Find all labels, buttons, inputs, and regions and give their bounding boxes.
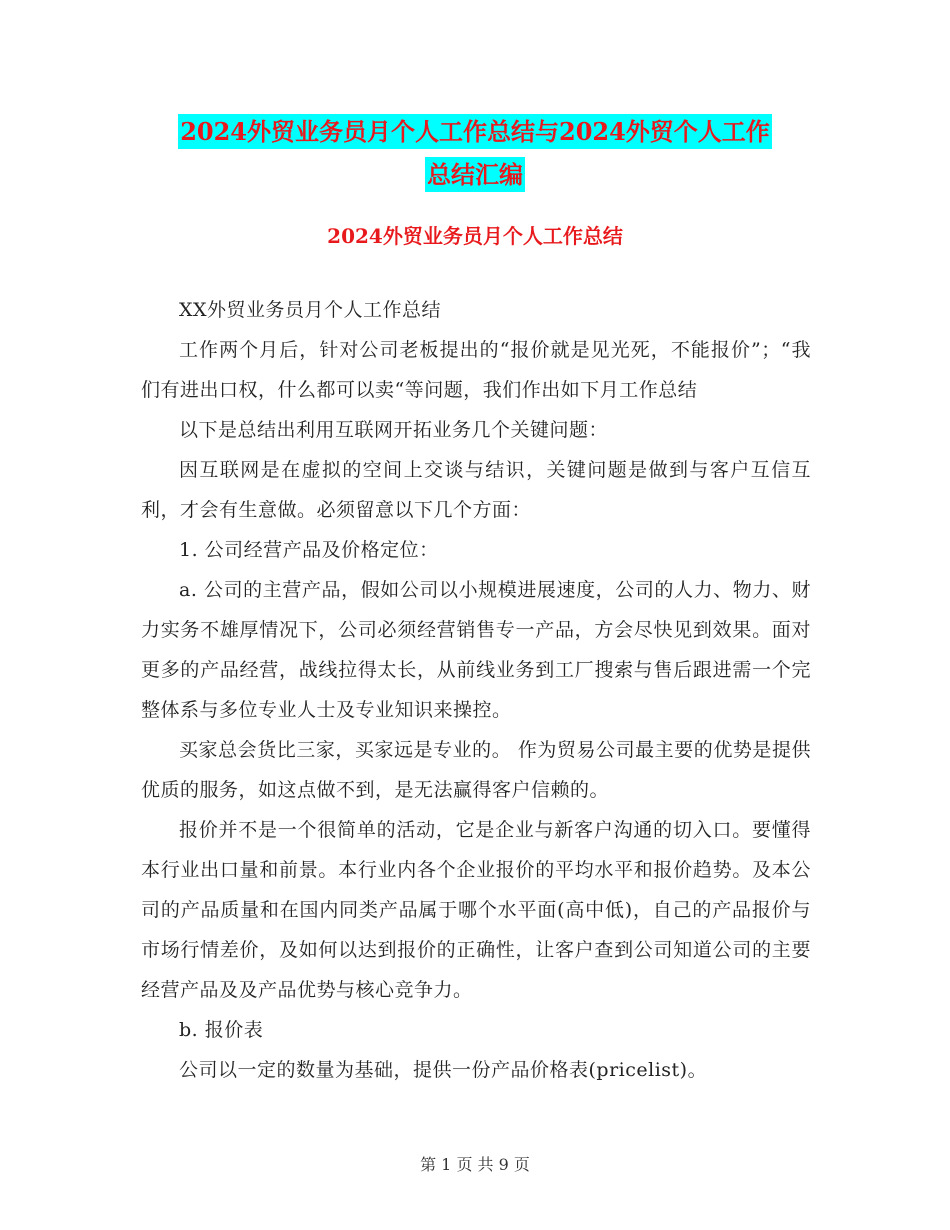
document-title-line1: 2024外贸业务员月个人工作总结与2024外贸个人工作 xyxy=(178,114,772,149)
paragraph: 买家总会货比三家，买家远是专业的。 作为贸易公司最主要的优势是提供优质的服务，如这点做不到，是无法赢得客户信赖的。 xyxy=(141,739,811,801)
paragraph: a. 公司的主营产品，假如公司以小规模进展速度，公司的人力、物力、财力实务不雄厚情况下，公司必须经营销售专一产品，方会尽快见到效果。面对更多的产品经营，战线拉得太长，从前线业务到工厂搜索与售后跟进需一个完整体系与多位专业人士及专业知识来操控。 xyxy=(141,579,811,721)
paragraph: 1. 公司经营产品及价格定位： xyxy=(179,539,439,561)
document-body xyxy=(141,290,811,1090)
paragraph: 公司以一定的数量为基础，提供一份产品价格表(pricelist)。 xyxy=(179,1059,708,1081)
paragraph: 报价并不是一个很简单的活动，它是企业与新客户沟通的切入口。要懂得本行业出口量和前景。本行业内各个企业报价的平均水平和报价趋势。及本公司的产品质量和在国内同类产品属于哪个水平面(高中低)，自己的产品报价与市场行情差价，及如何以达到报价的正确性，让客户查到公司知道公司的主要经营产品及及产品优势与核心竞争力。 xyxy=(141,819,811,1001)
page-footer xyxy=(0,1155,950,1175)
paragraph: 因互联网是在虚拟的空间上交谈与结识，关键问题是做到与客户互信互利，才会有生意做。必须留意以下几个方面： xyxy=(141,459,811,521)
page-number-label: 第 1 页 共 9 页 xyxy=(420,1155,530,1174)
document-title xyxy=(120,110,830,196)
paragraph: b. 报价表 xyxy=(179,1019,264,1041)
paragraph: XX外贸业务员月个人工作总结 xyxy=(179,299,442,321)
paragraph: 以下是总结出利用互联网开拓业务几个关键问题： xyxy=(179,419,609,441)
document-title-line2: 总结汇编 xyxy=(425,157,525,192)
paragraph: 工作两个月后，针对公司老板提出的“报价就是见光死，不能报价”；“我们有进出口权，什么都可以卖“等问题，我们作出如下月工作总结 xyxy=(141,339,811,401)
section-heading: 2024外贸业务员月个人工作总结 xyxy=(327,224,623,248)
